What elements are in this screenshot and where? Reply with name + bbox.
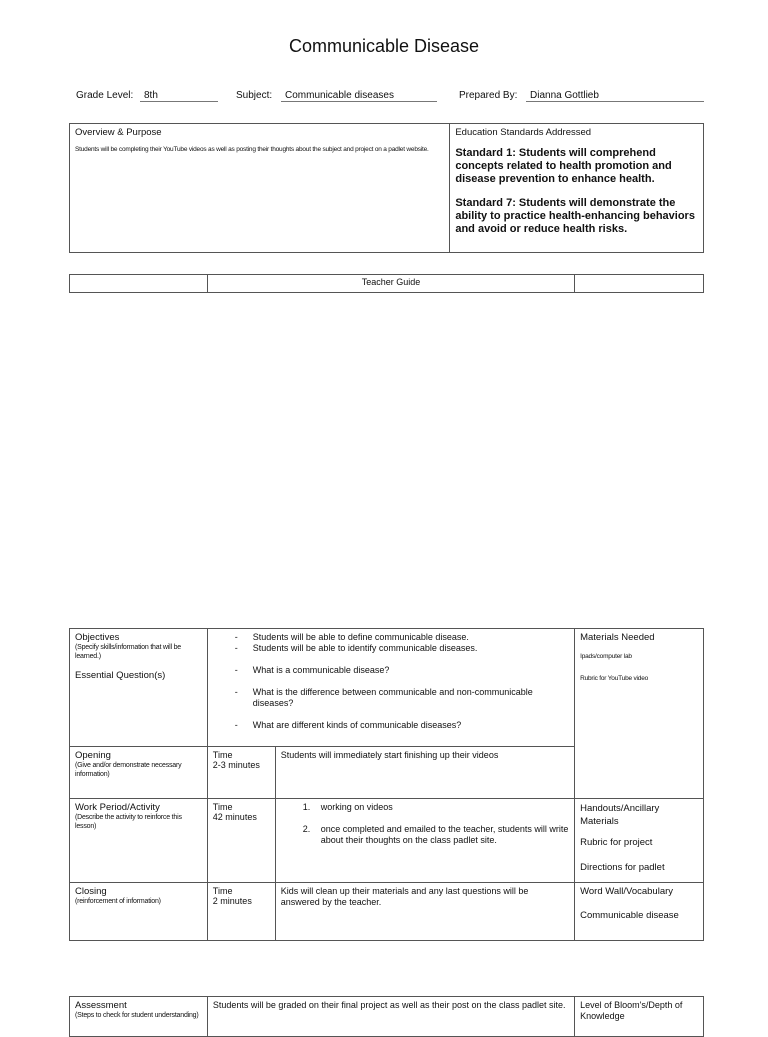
closing-time-value: 2 minutes (212, 896, 252, 906)
work-item-text: working on videos (320, 802, 393, 812)
handouts-label: Handouts/Ancillary Materials (580, 803, 660, 827)
teacher-guide-left (70, 275, 208, 293)
materials-item: Ipads/computer lab (580, 653, 632, 660)
vocab-cell (575, 883, 704, 941)
work-content (275, 799, 574, 883)
closing-cell (70, 883, 208, 941)
work-time-cell (207, 799, 275, 883)
prepared-by-field[interactable]: Dianna Gottlieb (526, 90, 704, 102)
standard-1: Standard 1: Students will comprehend concepts related to health promotion and disease prevention to enhance health. (455, 147, 672, 185)
overview-cell (70, 124, 450, 253)
objectives-sub: (Specify skills/information that will be learned.) (75, 644, 181, 660)
overview-heading: Overview & Purpose (75, 127, 162, 138)
assessment-table (69, 996, 704, 1037)
work-item (281, 802, 569, 813)
overview-standards-table (69, 123, 704, 253)
work-item-text: once completed and emailed to the teacher, students will write about their thoughts on the class padlet site. (320, 824, 569, 845)
standards-cell (450, 124, 704, 253)
standards-heading: Education Standards Addressed (455, 127, 592, 138)
opening-text: Students will immediately start finishing up their videos (275, 747, 574, 799)
objective-item: - Students will be able to define communicable disease. (213, 632, 569, 643)
opening-sub: (Give and/or demonstrate necessary information) (75, 762, 182, 778)
handouts-item: Rubric for project (580, 837, 653, 848)
teacher-guide-table (69, 274, 704, 293)
overview-text: Students will be completing their YouTube videos as well as posting their thoughts about the subject and project on a padlet website. (75, 146, 429, 153)
work-item (281, 824, 569, 846)
materials-label: Materials Needed (580, 632, 655, 643)
handouts-item: Directions for padlet (580, 862, 665, 873)
prepared-by-label: Prepared By: (459, 90, 518, 101)
work-item-number: 1. (302, 802, 311, 812)
vocab-label: Word Wall/Vocabulary (580, 886, 674, 897)
materials-item: Rubric for YouTube video (580, 675, 649, 682)
essential-question-item: - What are different kinds of communicable diseases? (213, 720, 569, 731)
work-cell (70, 799, 208, 883)
page-title: Communicable Disease (288, 36, 480, 56)
closing-sub: (reinforcement of information) (75, 898, 161, 905)
bloom-label: Level of Bloom's/Depth of Knowledge (575, 997, 704, 1037)
objectives-content (207, 629, 574, 747)
work-sub: (Describe the activity to reinforce this lesson) (75, 814, 182, 830)
closing-time-cell (207, 883, 275, 941)
objective-item: - Students will be able to identify communicable diseases. (213, 643, 569, 654)
closing-time-label: Time (212, 886, 233, 896)
grade-level-label: Grade Level: (76, 90, 134, 101)
opening-time-label: Time (212, 750, 233, 760)
assessment-sub: (Steps to check for student understanding) (75, 1012, 199, 1019)
essential-question-item: - What is the difference between communicable and non-communicable diseases? (213, 687, 569, 709)
opening-label: Opening (75, 750, 111, 761)
essential-question-item: - What is a communicable disease? (213, 665, 569, 676)
teacher-guide-right (575, 275, 704, 293)
opening-time-value: 2-3 minutes (212, 760, 260, 770)
opening-cell (70, 747, 208, 799)
closing-label: Closing (75, 886, 107, 897)
grade-level-field[interactable]: 8th (140, 90, 218, 102)
work-time-value: 42 minutes (212, 812, 257, 822)
assessment-label: Assessment (75, 1000, 127, 1011)
lesson-plan-table (69, 628, 704, 941)
work-item-number: 2. (302, 824, 311, 834)
objectives-cell (70, 629, 208, 747)
subject-field[interactable]: Communicable diseases (281, 90, 437, 102)
work-label: Work Period/Activity (75, 802, 160, 813)
materials-cell (575, 629, 704, 799)
opening-time-cell (207, 747, 275, 799)
work-time-label: Time (212, 802, 233, 812)
standard-7: Standard 7: Students will demonstrate the ability to practice health-enhancing behaviors and avoid or reduce health risks. (455, 197, 695, 235)
assessment-text: Students will be graded on their final project as well as their post on the class padlet site. (207, 997, 574, 1037)
essential-question-label: Essential Question(s) (75, 670, 166, 681)
handouts-cell (575, 799, 704, 883)
teacher-guide-label: Teacher Guide (207, 275, 574, 293)
assessment-cell (70, 997, 208, 1037)
objectives-label: Objectives (75, 632, 120, 643)
vocab-item: Communicable disease (580, 910, 679, 921)
subject-label: Subject: (236, 90, 273, 101)
closing-text: Kids will clean up their materials and any last questions will be answered by the teacher. (275, 883, 574, 941)
